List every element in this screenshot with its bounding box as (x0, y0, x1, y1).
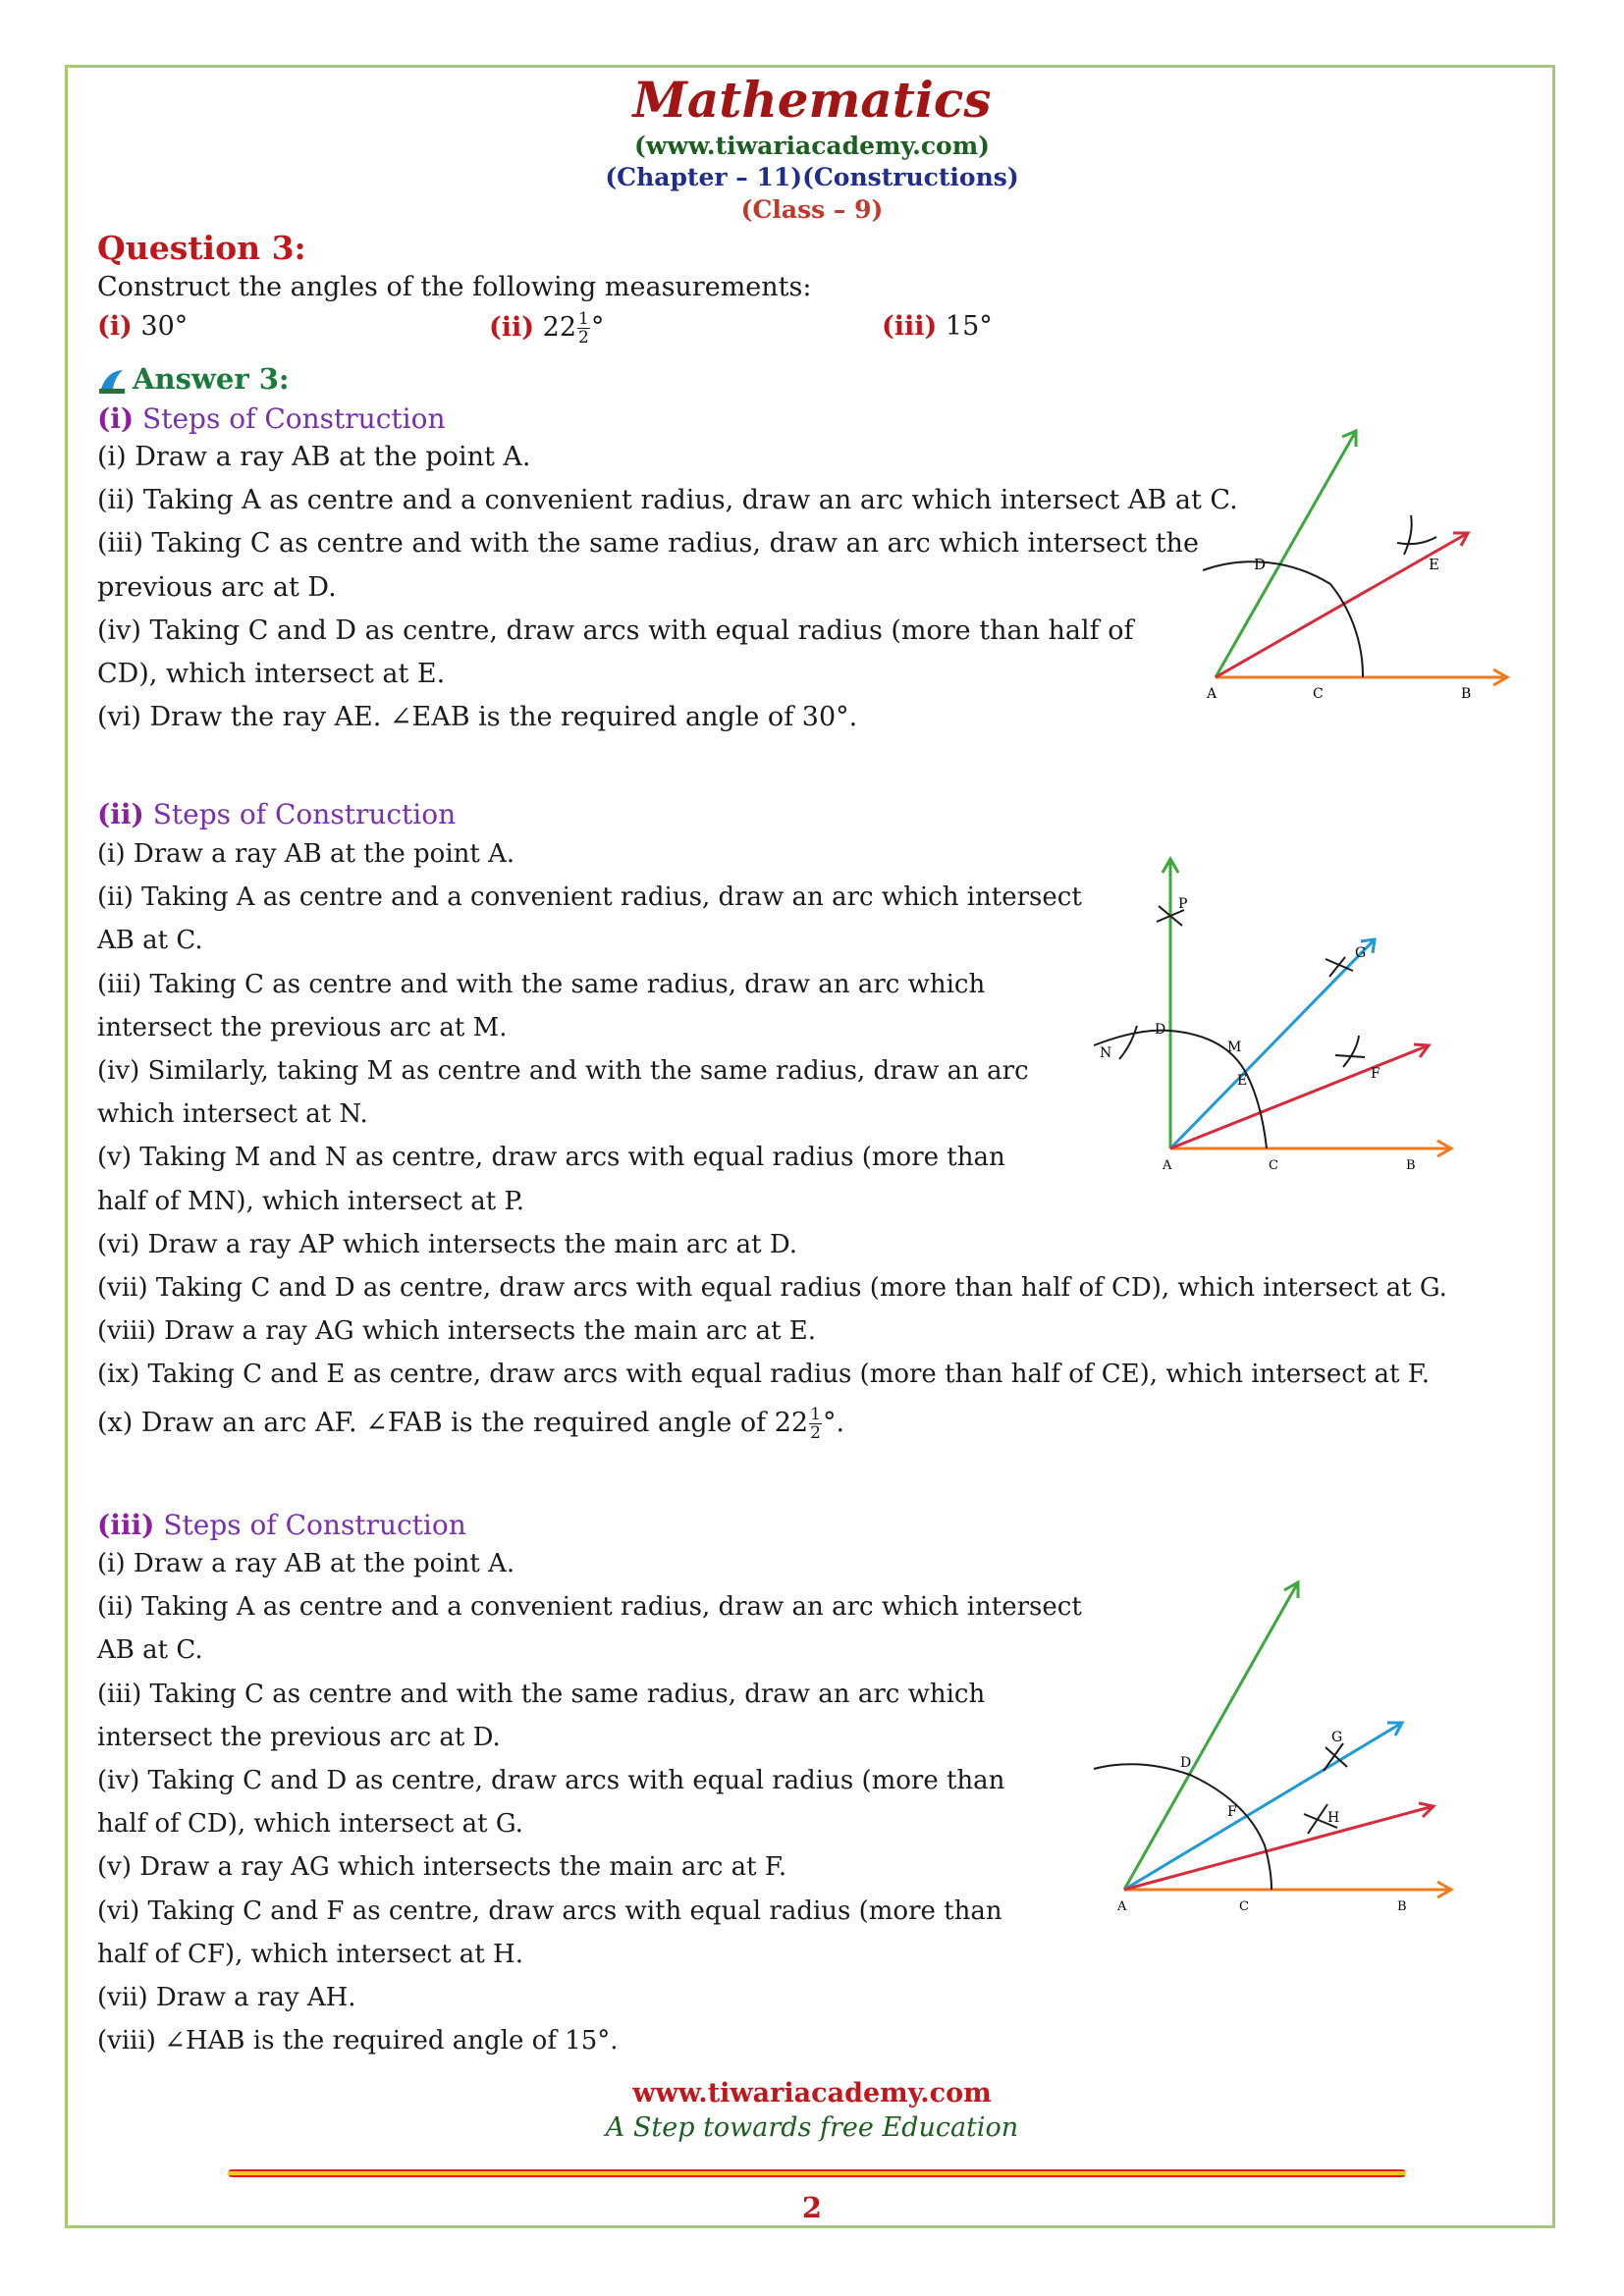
part2-step-last: (x) Draw an arc AF. ∠FAB is the required angle of 22 $\frac{1}{2}$ °. (97, 1405, 845, 1443)
part3-step: AB at C. (97, 1635, 203, 1666)
part2-step: (i) Draw a ray AB at the point A. (97, 839, 515, 869)
arc-e2 (1397, 537, 1436, 544)
label-d: D (1254, 556, 1267, 573)
part3-step: half of CF), which intersect at H. (97, 1939, 523, 1969)
part3-step: half of CD), which intersect at G. (97, 1809, 523, 1840)
part1-step: (vi) Draw the ray AE. ∠EAB is the required angle of 30°. (97, 702, 858, 733)
label-a: A (1207, 686, 1218, 702)
main-arc (1094, 1764, 1272, 1890)
question-text: Construct the angles of the following measurements: (97, 272, 812, 302)
figure-22-half-degree (1080, 849, 1473, 1183)
part1-step: CD), which intersect at E. (97, 659, 446, 689)
arc-n (1119, 1026, 1137, 1059)
fraction: $\frac{1}{2}$ (578, 309, 589, 347)
part1-step: previous arc at D. (97, 571, 337, 603)
part2-step: (vi) Draw a ray AP which intersects the main arc at D. (97, 1229, 798, 1259)
part3-heading: (iii) Steps of Construction (97, 1509, 466, 1541)
label-m: M (1227, 1040, 1242, 1055)
label-d: D (1155, 1022, 1166, 1038)
label-c: C (1239, 1899, 1249, 1914)
part2-step: which intersect at N. (97, 1099, 368, 1130)
fraction: $\frac{1}{2}$ (810, 1405, 821, 1443)
part2-step: (ii) Taking A as centre and a convenient radius, draw an arc which intersect (97, 882, 1082, 913)
label-p: P (1178, 896, 1188, 912)
label-f: F (1371, 1066, 1380, 1082)
part1-heading: (i) Steps of Construction (97, 402, 446, 435)
part3-step: (iii) Taking C as centre and with the same radius, draw an arc which (97, 1679, 986, 1709)
ray-ag (1124, 1723, 1402, 1890)
question-title: Question 3: (97, 229, 306, 267)
part1-step: (ii) Taking A as centre and a convenient radius, draw an arc which intersect AB at C. (97, 485, 1238, 516)
ray-ah (1124, 1806, 1434, 1890)
part2-heading: (ii) Steps of Construction (97, 798, 457, 830)
label-d: D (1180, 1755, 1192, 1771)
part2-step: (viii) Draw a ray AG which intersects the main arc at E. (97, 1316, 817, 1347)
arc-f (1335, 1036, 1365, 1067)
part2-step: (iv) Similarly, taking M as centre and with the same radius, draw an arc (97, 1056, 1029, 1086)
part2-step: intersect the previous arc at M. (97, 1012, 508, 1042)
part3-step: (iv) Taking C and D as centre, draw arcs with equal radius (more than (97, 1766, 1005, 1795)
main-arc (1203, 561, 1330, 584)
part2-step: (v) Taking M and N as centre, draw arcs with equal radius (more than (97, 1143, 1005, 1173)
question-option-2: (ii) 22 $\frac{1}{2}$ ° (489, 309, 605, 347)
part3-step: (viii) ∠HAB is the required angle of 15°. (97, 2026, 619, 2056)
arc-e1 (1404, 515, 1412, 555)
part3-step: (v) Draw a ray AG which intersects the main arc at F. (97, 1852, 787, 1883)
part2-step: (ix) Taking C and E as centre, draw arcs with equal radius (more than half of CE), which intersect at F. (97, 1360, 1431, 1390)
part2-step: AB at C. (97, 926, 203, 956)
tiwari-logo-icon (97, 367, 127, 395)
ray-ad (1216, 431, 1356, 677)
part1-step: (i) Draw a ray AB at the point A. (97, 442, 531, 472)
header-site: (www.tiwariacademy.com) (633, 132, 990, 160)
label-e: E (1429, 556, 1439, 573)
answer-title: Answer 3: (97, 362, 290, 396)
question-option-1: (i) 30° (97, 311, 189, 342)
label-h: H (1327, 1810, 1340, 1826)
ray-ad (1124, 1582, 1298, 1890)
main-arc-lower (1330, 584, 1363, 677)
label-c: C (1269, 1158, 1278, 1173)
part3-step: intersect the previous arc at D. (97, 1722, 501, 1752)
footer-site-link[interactable]: www.tiwariacademy.com (632, 2078, 992, 2109)
header-chapter: (Chapter – 11)(Constructions) (605, 163, 1019, 191)
part2-step: (vii) Taking C and D as centre, draw arcs with equal radius (more than half of CD), which intersect at G. (97, 1273, 1447, 1303)
label-b: B (1461, 686, 1472, 702)
ray-ag (1170, 939, 1375, 1148)
label-g: G (1355, 945, 1367, 961)
header-class: (Class – 9) (740, 195, 884, 224)
part1-step: (iv) Taking C and D as centre, draw arcs with equal radius (more than half of (97, 614, 1134, 646)
label-e: E (1237, 1073, 1248, 1089)
footer-tagline: A Step towards free Education (605, 2112, 1019, 2143)
part1-step: (iii) Taking C as centre and with the same radius, draw an arc which intersect the (97, 528, 1199, 560)
figure-30-degree (1183, 417, 1537, 712)
label-n: N (1100, 1045, 1112, 1061)
figure-15-degree (1080, 1571, 1473, 1924)
part3-step: (vi) Taking C and F as centre, draw arcs with equal radius (more than (97, 1896, 1002, 1926)
part3-step: (i) Draw a ray AB at the point A. (97, 1549, 515, 1578)
page-number: 2 (801, 2191, 823, 2224)
label-a: A (1163, 1158, 1172, 1173)
part3-step: (ii) Taking A as centre and a convenient radius, draw an arc which intersect (97, 1592, 1082, 1623)
question-option-3: (iii) 15° (882, 311, 993, 342)
ray-af (1170, 1045, 1429, 1148)
label-a: A (1117, 1899, 1127, 1914)
part3-step: (vii) Draw a ray AH. (97, 1983, 356, 2012)
part2-step: (iii) Taking C as centre and with the same radius, draw an arc which (97, 969, 986, 999)
label-f: F (1227, 1804, 1237, 1820)
page-title: Mathematics (632, 71, 992, 129)
label-b: B (1397, 1899, 1407, 1914)
part2-step: half of MN), which intersect at P. (97, 1186, 524, 1216)
label-b: B (1406, 1158, 1416, 1173)
footer-divider (228, 2169, 1406, 2177)
label-g: G (1331, 1730, 1343, 1745)
label-c: C (1313, 686, 1324, 702)
